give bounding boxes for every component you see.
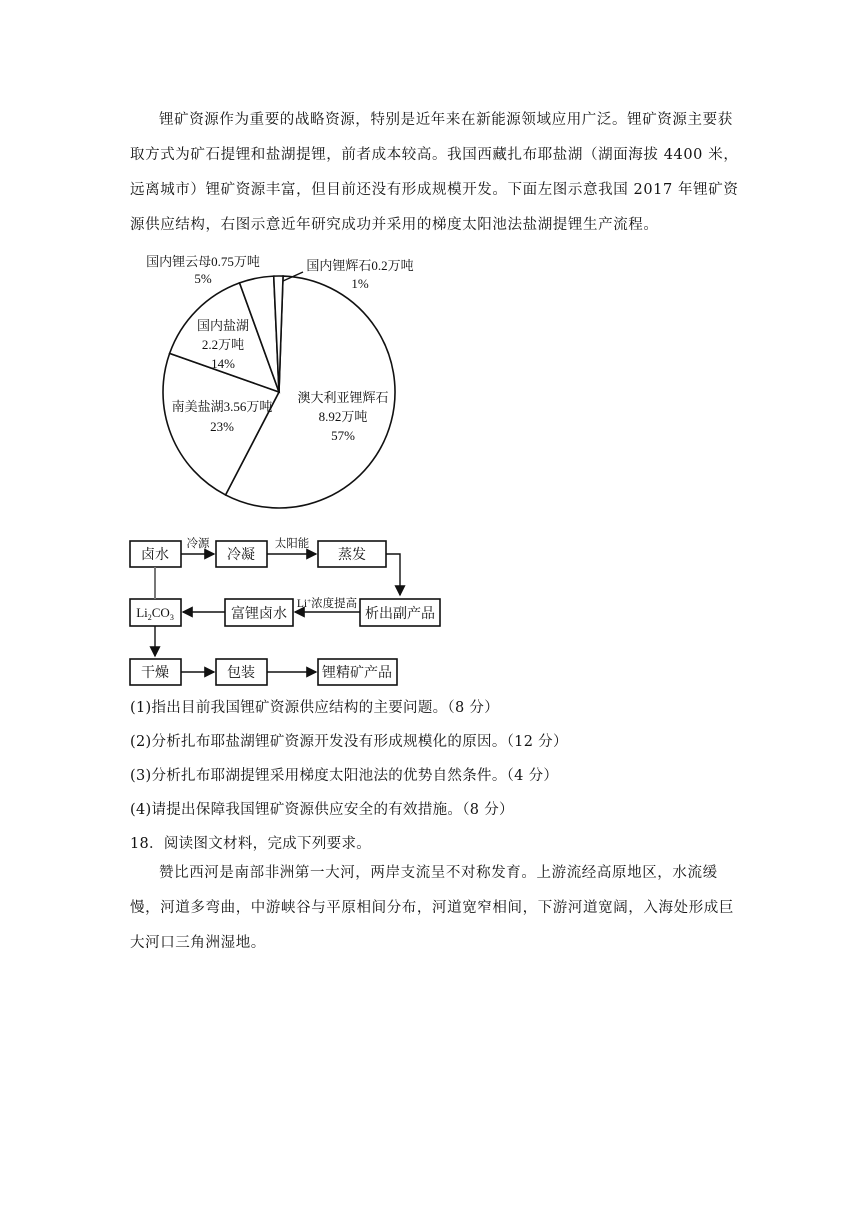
question-4: (4)请提出保障我国锂矿资源供应安全的有效措施。（8 分）: [130, 802, 514, 818]
slice-label-south-america: 南美盐湖3.56万吨: [171, 399, 273, 414]
slice-amount-australia: 8.92万吨: [318, 409, 368, 424]
lithium-supply-pie-chart: [0, 0, 860, 520]
node-dry-label: 干燥: [141, 666, 169, 681]
arrow-label-li-concentration: Li+浓度提高: [296, 597, 358, 610]
slice-amount-domestic-salt-lake: 2.2万吨: [201, 337, 245, 352]
arrow-evaporate-to-byproduct: [386, 554, 400, 595]
question-18-heading: 18．阅读图文材料，完成下列要求。: [130, 836, 372, 852]
arrow-label-cold: 冷源: [186, 538, 210, 550]
slice-percent-domestic-salt-lake: 14%: [211, 356, 235, 371]
node-product-label: 锂精矿产品: [322, 666, 392, 681]
slice-label-australia: 澳大利亚锂辉石: [297, 390, 389, 405]
question-2: (2)分析扎布耶盐湖锂矿资源开发没有形成规模化的原因。（12 分）: [130, 734, 568, 750]
node-li2co3-label: $Li_2CO_3$: [136, 605, 174, 622]
arrow-label-solar: 太阳能: [274, 538, 310, 550]
intro-paragraph: 锂矿资源作为重要的战略资源，特别是近年来在新能源领域应用广泛。锂矿资源主要获取方式为矿石提锂和盐湖提锂，前者成本较高。我国西藏扎布耶盐湖（湖面海拔 4400 米，远离城市）锂矿资源丰富，但目前还没有形成规模开发。下面左图示意我国 2017 年锂矿资源供应结构，右图示意近年研究成功并采用的梯度太阳池法盐湖提锂生产流程。: [130, 112, 739, 233]
zambezi-passage: 赞比西河是南部非洲第一大河，两岸支流呈不对称发育。上游流经高原地区，水流缓慢，河道多弯曲，中游峡谷与平原相间分布，河道宽窄相间，下游河道宽阔，入海处形成巨大河口三角洲湿地。: [130, 865, 734, 951]
slice-label-domestic-spodumene: 国内锂辉石0.2万吨: [306, 258, 414, 273]
node-rich-brine-label: 富锂卤水: [231, 607, 287, 622]
node-cool-label: 冷凝: [227, 548, 255, 563]
solar-pond-flowchart: [0, 520, 860, 695]
slice-percent-south-america: 23%: [210, 419, 234, 434]
node-brine-label: 卤水: [141, 548, 169, 563]
slice-label-lepidolite: 国内锂云母0.75万吨: [146, 254, 260, 269]
slice-percent-domestic-spodumene: 1%: [351, 276, 369, 291]
slice-label-domestic-salt-lake: 国内盐湖: [196, 318, 250, 333]
slice-percent-lepidolite: 5%: [194, 271, 212, 286]
node-evaporate-label: 蒸发: [338, 548, 366, 563]
node-byproduct-label: 析出副产品: [365, 607, 435, 622]
slice-percent-australia: 57%: [331, 428, 355, 443]
node-pack-label: 包装: [227, 666, 255, 681]
question-3: (3)分析扎布耶湖提锂采用梯度太阳池法的优势自然条件。（4 分）: [130, 768, 559, 784]
question-1: (1)指出目前我国锂矿资源供应结构的主要问题。（8 分）: [130, 700, 500, 716]
